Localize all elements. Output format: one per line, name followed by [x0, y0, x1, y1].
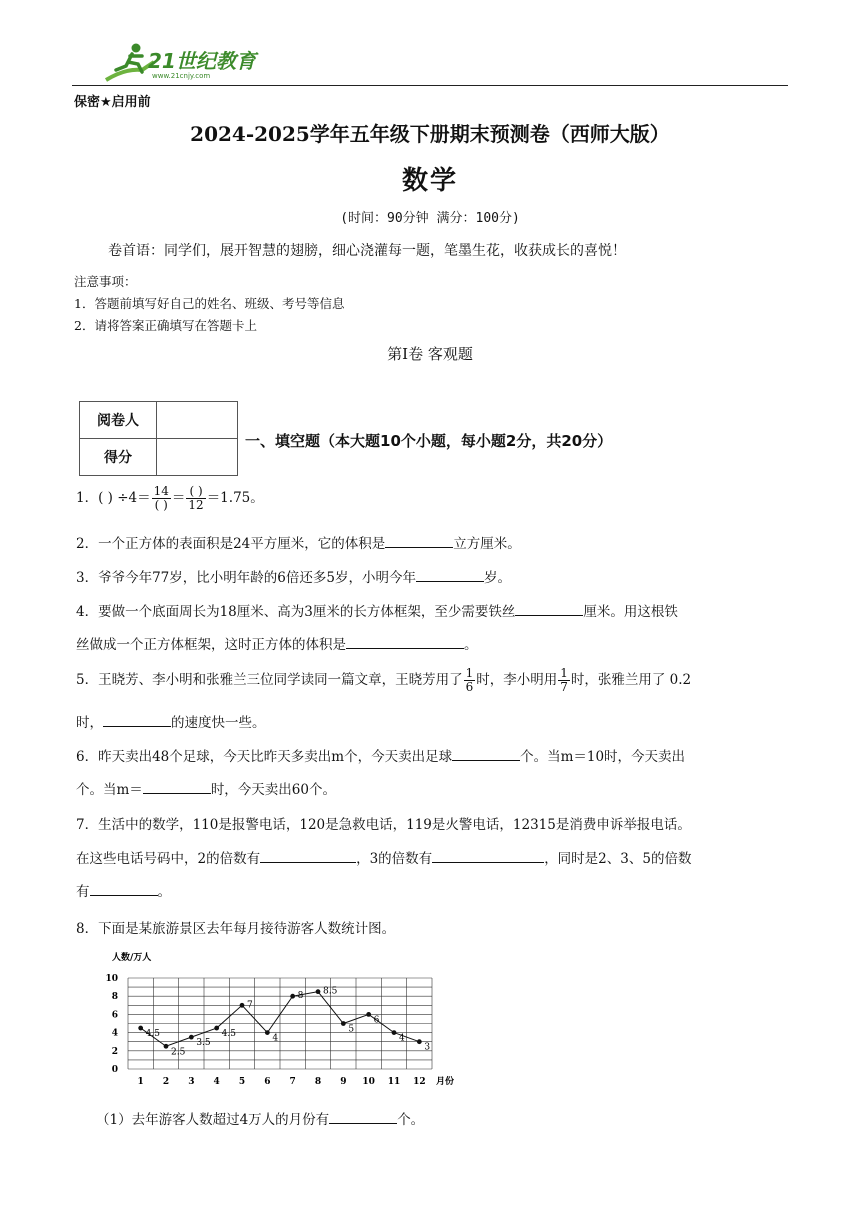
question-1: 1．( ) ÷4＝ $\frac{14}{( )}$ ＝ $\frac{( )}{12}$ ＝1.75。: [76, 484, 264, 512]
logo: [96, 40, 266, 84]
reviewer-label: 阅卷人: [80, 402, 157, 439]
answer-blank[interactable]: [416, 567, 484, 582]
question-6-line1: 6．昨天卖出48个足球，今天比昨天多卖出m个，今天卖出足球 个。当m＝10时，今天卖出: [76, 745, 685, 765]
x-tick-label: 10: [362, 1077, 375, 1087]
data-label: 7: [247, 1000, 253, 1011]
x-axis-label: 月份: [436, 1077, 455, 1087]
question-6-line2: 个。当m＝ 时，今天卖出60个。: [76, 778, 336, 798]
data-point: [164, 1044, 169, 1049]
data-point: [290, 994, 295, 999]
answer-blank[interactable]: [329, 1109, 397, 1124]
data-point: [341, 1021, 346, 1026]
question-7-line2: 在这些电话号码中，2的倍数有 ，3的倍数有 ，同时是2、3、5的倍数: [76, 847, 691, 867]
answer-blank[interactable]: [452, 746, 520, 761]
answer-blank[interactable]: [143, 779, 211, 794]
data-point: [214, 1026, 219, 1031]
answer-blank[interactable]: [385, 533, 453, 548]
note-item: 2．请将答案正确填写在答题卡上: [74, 318, 257, 333]
score-table: [79, 401, 238, 476]
y-tick-label: 6: [111, 1010, 118, 1021]
x-tick-label: 5: [238, 1077, 246, 1087]
answer-blank[interactable]: [432, 848, 544, 863]
question-7-line1: 7．生活中的数学，110是报警电话，120是急救电话，119是火警电话，12315是消费申诉举报电话。: [76, 817, 691, 833]
fraction: $\frac{14}{( )}$: [153, 484, 169, 512]
data-point: [417, 1039, 422, 1044]
data-label: 3: [424, 1042, 431, 1053]
data-point: [138, 1026, 143, 1031]
data-label: 8: [297, 991, 304, 1002]
data-point: [240, 1003, 245, 1008]
data-label: 4: [272, 1033, 279, 1044]
score-label: 得分: [80, 439, 157, 476]
x-tick-label: 2: [162, 1077, 170, 1087]
line-chart: [90, 948, 490, 1098]
data-point: [392, 1030, 397, 1035]
y-tick-label: 0: [111, 1065, 118, 1075]
data-point: [189, 1035, 194, 1040]
question-8: 8．下面是某旅游景区去年每月接待游客人数统计图。: [76, 921, 396, 937]
data-point: [366, 1012, 371, 1017]
notes-heading: 注意事项：: [74, 274, 137, 289]
answer-blank[interactable]: [260, 848, 356, 863]
x-tick-label: 12: [413, 1077, 426, 1087]
data-label: 6: [373, 1015, 380, 1026]
question-7-line3: 有 。: [76, 880, 171, 900]
data-label: 2.5: [171, 1047, 186, 1058]
reviewer-cell: [157, 402, 238, 439]
data-point: [265, 1030, 270, 1035]
data-label: 8.5: [323, 986, 338, 997]
logo-text: 21世纪教育: [148, 49, 256, 73]
question-4-line1: 4．要做一个底面周长为18厘米、高为3厘米的长方体框架，至少需要铁丝 厘米。用这根铁: [76, 600, 678, 620]
confidential-label: 保密★启用前: [74, 95, 151, 110]
data-label: 3.5: [196, 1038, 211, 1049]
data-label: 4.5: [145, 1029, 160, 1040]
exam-title: 2024-2025学年五年级下册期末预测卷（西师大版）: [190, 122, 670, 146]
section-label: 第Ⅰ卷 客观题: [387, 345, 473, 363]
question-5-line1: 5．王晓芳、李小明和张雅兰三位同学读同一篇文章，王晓芳用了 $\frac{1}{6}$ 时，李小明用 $\frac{1}{7}$ 时，张雅兰用了 0.2: [76, 666, 692, 694]
x-tick-label: 1: [137, 1077, 144, 1087]
section1-heading: 一、填空题（本大题10个小题，每小题2分，共20分）: [245, 432, 613, 450]
fraction: $\frac{1}{7}$: [560, 666, 568, 694]
question-8-sub1: （1）去年游客人数超过4万人的月份有 个。: [96, 1108, 424, 1128]
time-info: (时间：90分钟 满分：100分): [340, 211, 520, 226]
logo-url: www.21cnjy.com: [152, 72, 211, 80]
y-tick-label: 10: [105, 974, 118, 984]
x-tick-label: 9: [340, 1077, 347, 1087]
question-3: 3．爷爷今年77岁，比小明年龄的6倍还多5岁，小明今年 岁。: [76, 566, 511, 586]
header-rule: [72, 85, 788, 86]
line-chart-svg: [90, 948, 490, 1098]
data-label: 5: [348, 1024, 355, 1035]
data-label: 4.5: [221, 1029, 236, 1040]
answer-blank[interactable]: [103, 712, 171, 727]
x-tick-label: 4: [213, 1077, 220, 1087]
x-tick-label: 7: [289, 1077, 296, 1087]
x-tick-label: 6: [264, 1077, 271, 1087]
x-tick-label: 11: [387, 1077, 401, 1087]
question-5-line2: 时， 的速度快一些。: [76, 711, 266, 731]
answer-blank[interactable]: [515, 601, 583, 616]
y-tick-label: 4: [111, 1028, 118, 1039]
data-point: [316, 989, 321, 994]
x-tick-label: 8: [314, 1077, 322, 1087]
answer-blank[interactable]: [346, 634, 464, 649]
note-item: 1．答题前填写好自己的姓名、班级、考号等信息: [74, 296, 345, 311]
question-2: 2．一个正方体的表面积是24平方厘米，它的体积是 立方厘米。: [76, 532, 521, 552]
y-axis-label: 人数/万人: [112, 953, 152, 963]
x-tick-label: 3: [188, 1077, 195, 1087]
y-tick-label: 2: [111, 1046, 118, 1057]
fraction: $\frac{1}{6}$: [465, 666, 474, 694]
data-label: 4: [399, 1033, 405, 1044]
score-cell: [157, 439, 238, 476]
intro-text: 卷首语：同学们，展开智慧的翅膀，细心浇灌每一题，笔墨生花，收获成长的喜悦！: [108, 243, 626, 259]
y-tick-label: 8: [111, 992, 118, 1003]
answer-blank[interactable]: [90, 881, 158, 896]
logo-runner-icon: [96, 40, 266, 84]
question-4-line2: 丝做成一个正方体框架，这时正方体的体积是 。: [76, 633, 478, 653]
subject-title: 数学: [401, 166, 458, 196]
fraction: $\frac{( )}{12}$: [188, 484, 204, 512]
